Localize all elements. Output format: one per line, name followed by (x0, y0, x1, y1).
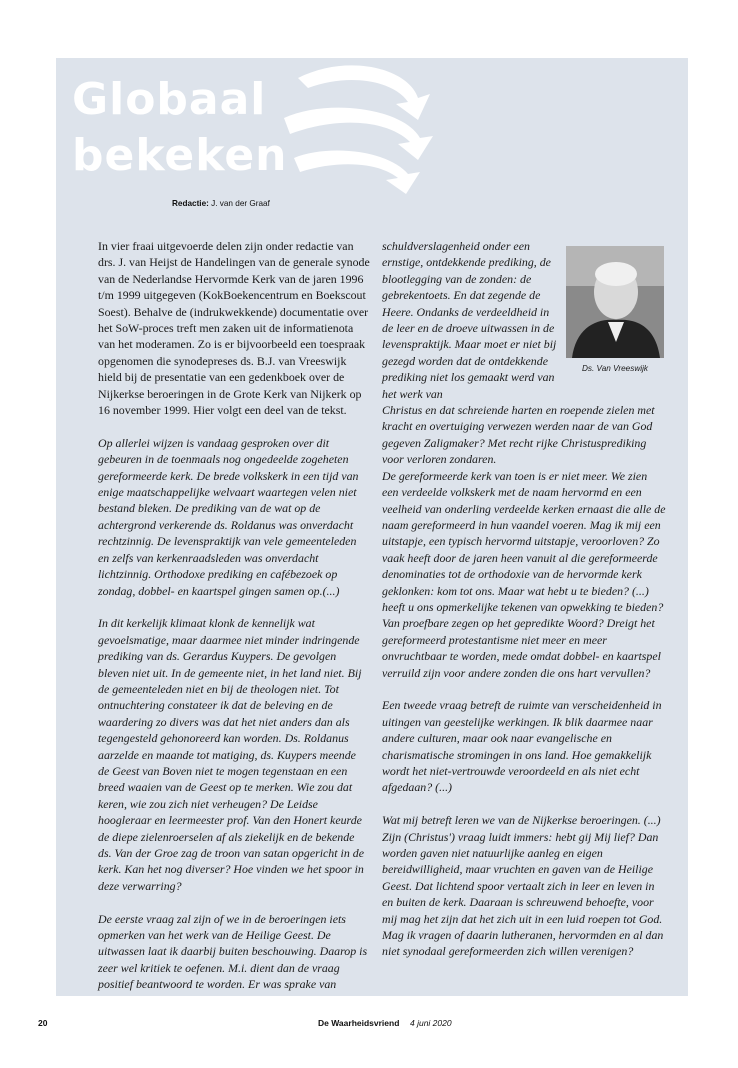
paragraph-col2-3: Wat mij betreft leren we van de Nijkerkse beroeringen. (...) Zijn (Christus') vraag luidt immers: hebt gij Mij lief? Dan worden gaven niet natuurlijke aanleg en eigen bereidwilligheid, maar vruchten en gaven van de Heilige Geest. Dat lichtend spoor vertaalt zich in leer en leven in en buiten de kerk. Daaraan is schreuwend behoefte, voor mij mag het zijn dat het zich uit in een luid roepen tot God. Mag ik vragen of daarin lutheranen, hervormden en al dan niet synodaal gereformeerden zich willen verenigen? (382, 813, 664, 959)
paragraph-below-photo: Christus en dat schreiende harten en roepende zielen met kracht en overtuiging verwezen werden naar de van God gegeven Zaligmaker? Met recht rijke Christusprediking voor verloren zondaren. (382, 403, 655, 467)
paragraph-beside-photo: schuldverslagenheid onder een ernstige, ontdekkende prediking, de blootlegging van de zonden: de gebrekentoets. En dat zegende de Heere. Ondanks de verdeeldheid in de leer en de droeve uitwassen in de levenspraktijk. Maar moet er niet bij gezegd worden dat de ontdekkende prediking niet los gemaakt werd van het werk van (382, 239, 557, 401)
editor-name: J. van der Graaf (211, 199, 270, 208)
globe-arrows-icon (268, 58, 448, 208)
page-title (72, 72, 288, 184)
paragraph-col2-1: De gereformeerde kerk van toen is er niet meer. We zien een verdeelde volkskerk met de naam hervormd en een veelheid van onderling verdeelde kerken ernaast die alle de naam gereformeerd in hun vaandel voeren. Mag ik mij een uitstapje, een typisch hervormd uitstapje, veroorloven? Zo vaak heeft door de jaren heen vanuit al die gereformeerde denominaties tot de orthodoxie van de hervormde kerk geklonken: kom tot ons. Maar wat hebt u te bieden? (...) heeft u ons opmerkelijke tekenen van opwekking te bieden? Van proefbare zegen op het gepredikte Woord? Dreigt het gereformeerd protestantisme niet meer en meer onvruchtbaar te worden, mede omdat dobbel- en kaartspel verruild zijn voor andere zonden die ons hart vervullen? (382, 468, 666, 680)
paragraph-quote-2: In dit kerkelijk klimaat klonk de kennelijk wat gevoelsmatige, maar daarmee niet minder indringende prediking van ds. Gerardus Kuypers. De gevolgen bleven niet uit. In de gemeente niet, in het land niet. Bij de gemeenteleden niet en bij de theologen niet. Tot ontnuchtering constateer ik dat de beleving en de waardering zo divers was dat het niet anders dan als tegengesteld gehonoreerd kan worden. Ds. Roldanus aarzelde en maande tot matiging, ds. Kuypers meende de Geest van Boven niet te mogen tegenstaan en een breed waaien van de Geest op te merken. Wie zou dat keren, wie zou zich niet verheugen? De Leidse hoogleraar en leermeester prof. Van den Honert keurde de diepe zielenroerselen af als ziekelijk en de bekende ds. Van der Groe zag de troon van satan opgericht in de kerk. Kan het nog diverser? Hoe vinden we het spoor in deze verwarring? (98, 616, 364, 893)
paragraph-intro: In vier fraai uitgevoerde delen zijn onder redactie van drs. J. van Heijst de Handelingen van de generale synode van de Nederlandse Hervormde Kerk van de jaren 1996 t/m 1999 uitgegeven (KokBoekencentrum en Boekscout Soest). Behalve de (indrukwekkende) documentatie over het SoW-proces treft men zaken uit de informatienota van het moderamen. Zo is er bijvoorbeeld een toespraak opgenomen die synodepreses ds. B.J. van Vreeswijk hield bij de presentatie van een gedenkboek over de Nijkerkse beroeringen in de Grote Kerk van Nijkerk op 16 november 1999. Hier volgt een deel van de tekst. (98, 239, 370, 418)
article-column-1 (98, 238, 370, 1009)
publication-name: De Waarheidsvriend (318, 1018, 400, 1028)
title-line-2: bekeken (72, 130, 288, 181)
paragraph-quote-3: De eerste vraag zal zijn of we in de beroeringen iets opmerken van het werk van de Heilige Geest. De uitwassen laat ik daarbij buiten beschouwing. Daarop is zeer wel kritiek te oefenen. M.i. dient dan de vraag positief beantwoord te worden. Er was sprake van (98, 911, 368, 992)
paragraph-col2-2: Een tweede vraag betreft de ruimte van verscheidenheid in uitingen van geestelijke werkingen. Ik blik daarmee naar andere culturen, maar ook naar evangelische en charismatische stromingen in ons land. Hoe gemakkelijk wordt het niet-vertrouwde veroordeeld en als niet echt afgedaan? (...) (382, 698, 662, 795)
editor-credit (172, 199, 270, 208)
article-column-2 (382, 238, 666, 976)
publication-date: 4 juni 2020 (410, 1018, 452, 1028)
paragraph-quote-1: Op allerlei wijzen is vandaag gesproken over dit gebeuren in de toenmaals nog ongedeelde zogeheten gereformeerde kerk. De brede volkskerk in een tijd van enige maatschappelijke welvaart waartegen velen niet bestand bleken. De prediking van de wat op de achtergrond verkerende ds. Roldanus was onverdacht rechtzinnig. De levenspraktijk van vele gemeenteleden en zelfs van kerkenraadsleden was onverdacht lichtzinnig. Orthodoxe prediking en cafébezoek op zondag, dobbel- en kaartspel gingen samen op.(...) (98, 435, 359, 598)
editor-label: Redactie: (172, 199, 209, 208)
paragraph-col2-opening (382, 238, 666, 468)
page-number: 20 (38, 1018, 48, 1028)
title-line-1: Globaal (72, 74, 267, 125)
photo-caption: Ds. Van Vreeswijk (582, 364, 648, 373)
